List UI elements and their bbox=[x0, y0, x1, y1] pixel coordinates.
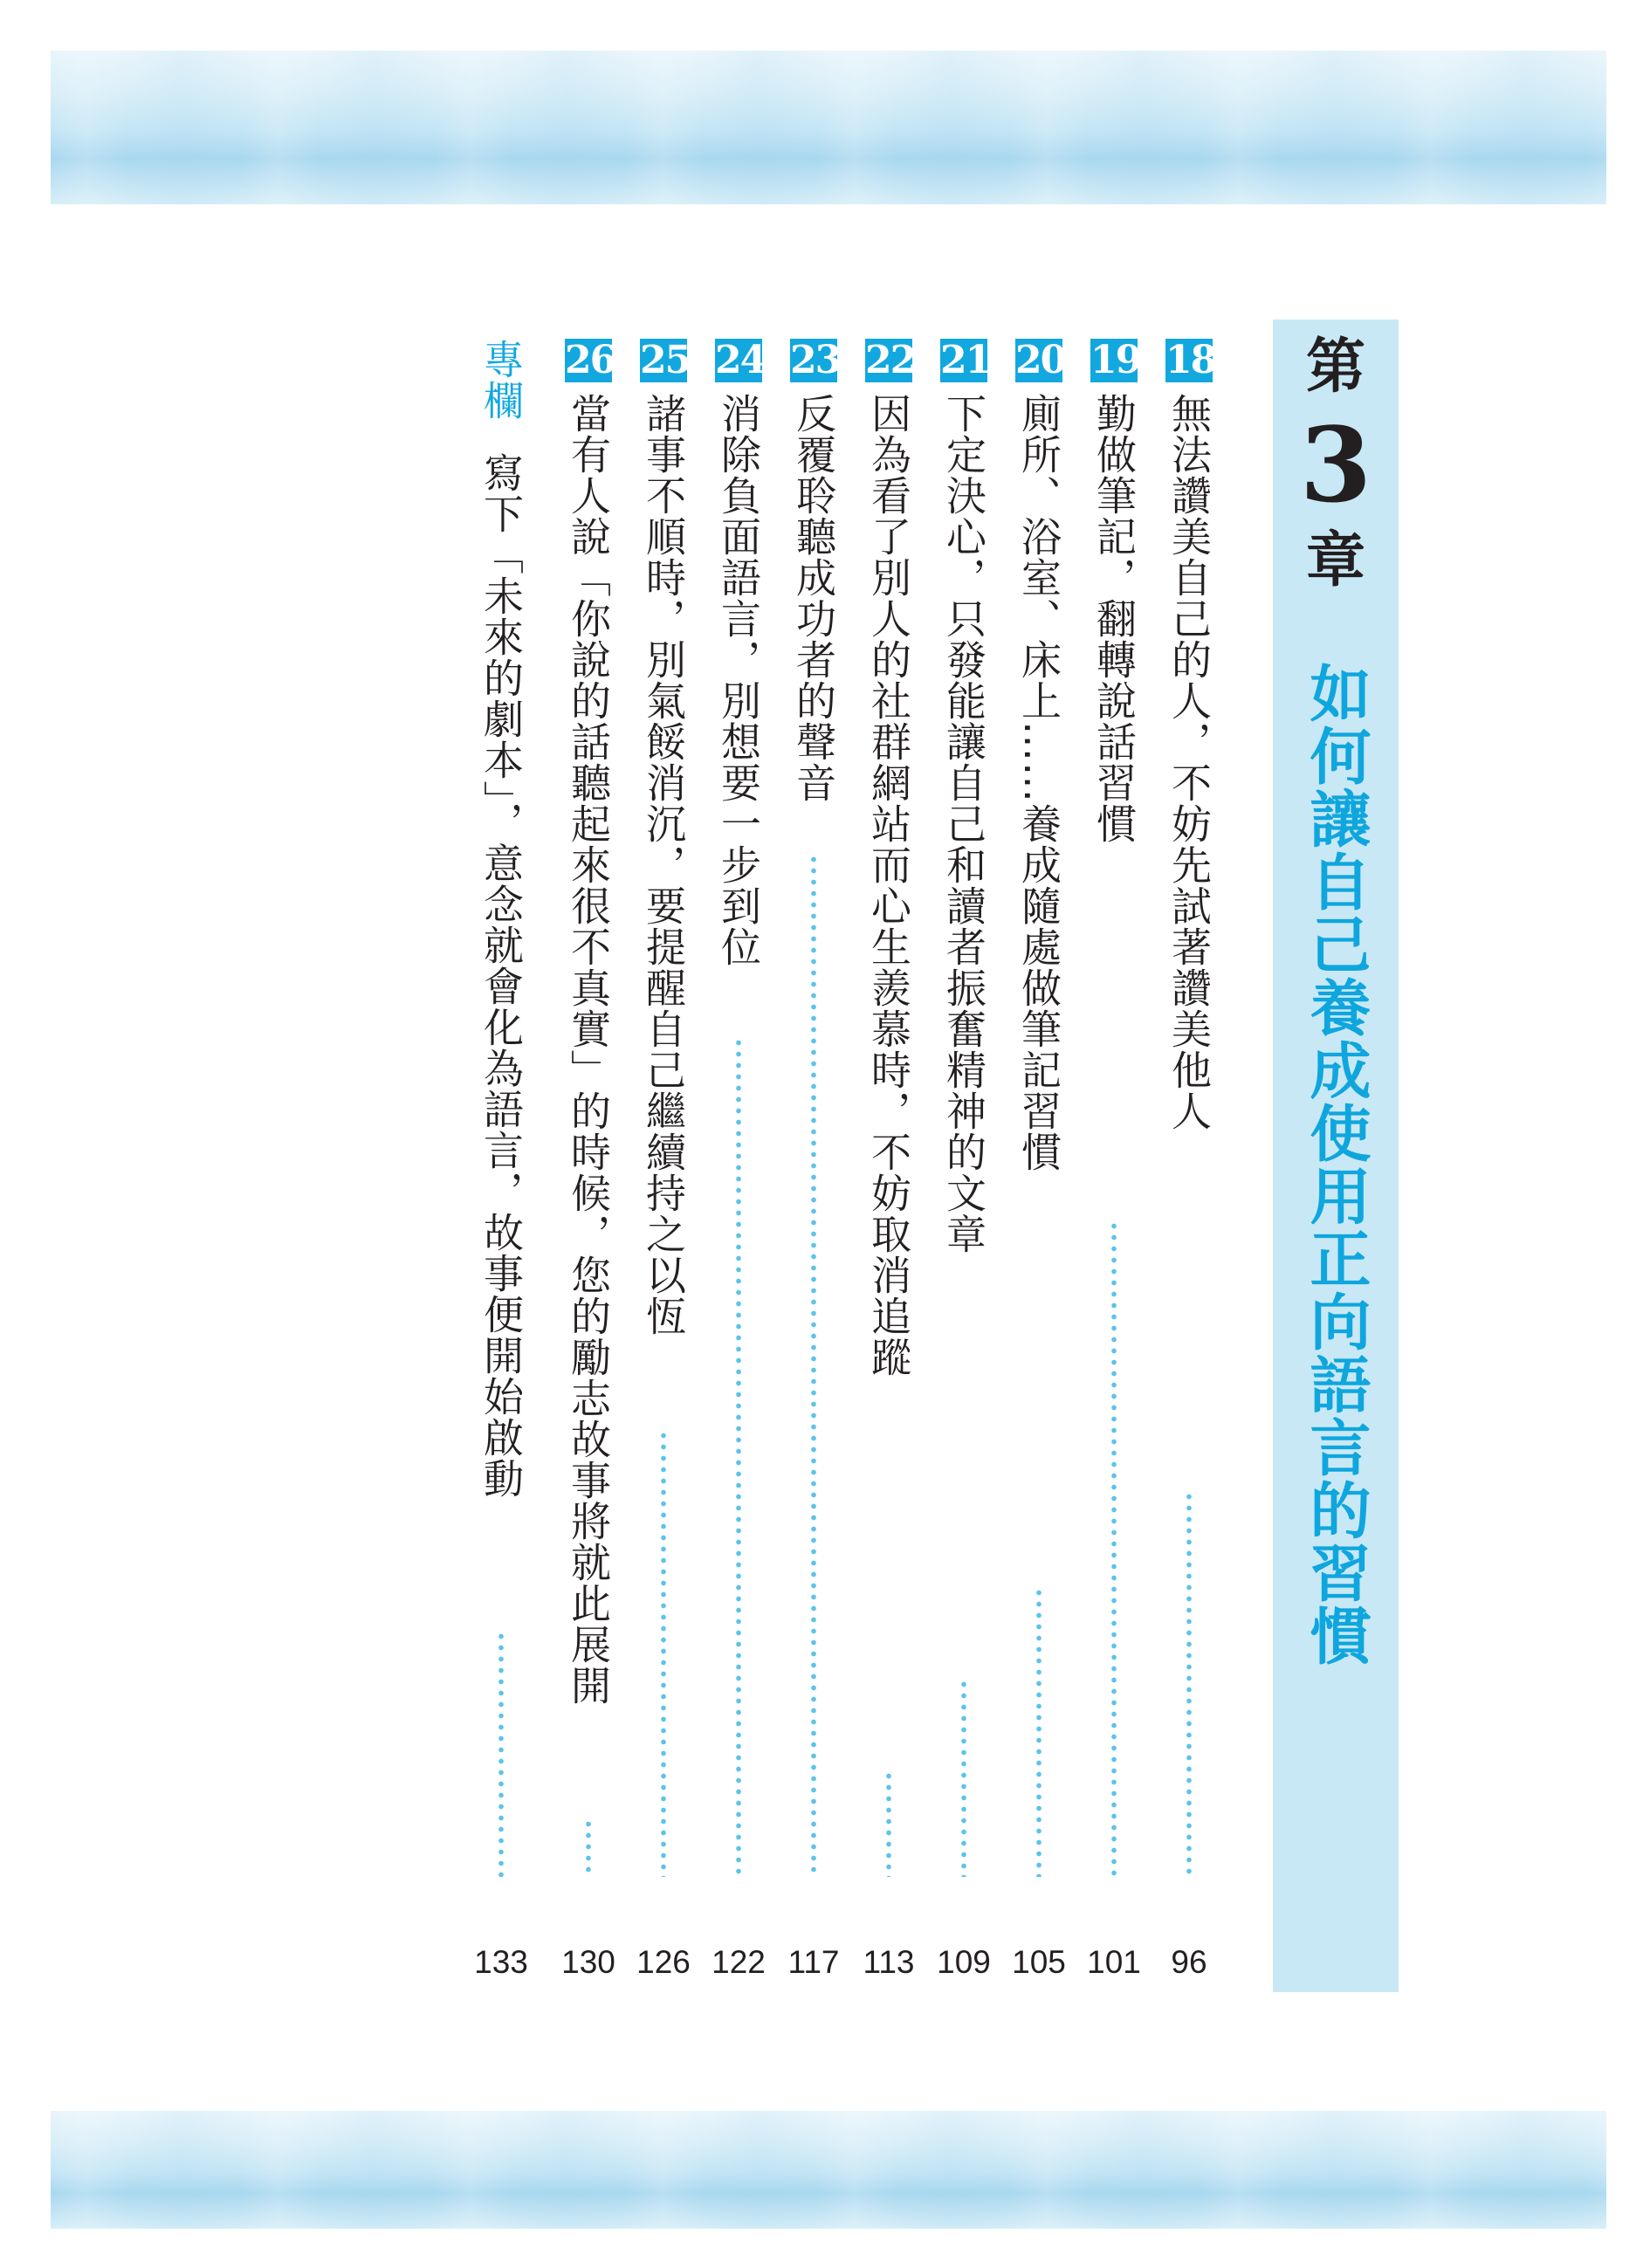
entry-page-number[interactable]: 130 bbox=[561, 1944, 615, 1980]
column-label: 專欄 bbox=[478, 339, 525, 421]
column-page-number[interactable]: 133 bbox=[474, 1944, 528, 1980]
dot-leader bbox=[1036, 1587, 1042, 1877]
top-watercolor-band bbox=[51, 51, 1606, 204]
toc-entry[interactable] bbox=[786, 339, 842, 1989]
entry-page-number[interactable]: 126 bbox=[636, 1944, 691, 1980]
entry-number-badge: 25 bbox=[640, 338, 691, 382]
toc-entry[interactable] bbox=[936, 339, 992, 1989]
chapter-number: 3 bbox=[1299, 404, 1372, 526]
entry-page-number[interactable]: 101 bbox=[1087, 1944, 1141, 1980]
entry-title[interactable]: 反覆聆聽成功者的聲音 bbox=[790, 393, 837, 803]
toc-entry[interactable] bbox=[861, 339, 917, 1989]
toc-entry[interactable] bbox=[1011, 339, 1067, 1989]
entry-number-badge: 19 bbox=[1090, 338, 1141, 382]
chapter-title: 如何讓自己養成使用正向語言的習慣 bbox=[1300, 662, 1372, 1667]
entry-number-badge: 18 bbox=[1165, 338, 1216, 382]
dot-leader bbox=[961, 1679, 966, 1877]
entry-title[interactable]: 下定決心，只發能讓自己和讀者振奮精神的文章 bbox=[940, 393, 987, 1254]
toc-entry[interactable] bbox=[636, 339, 691, 1989]
entry-number-badge: 24 bbox=[715, 338, 766, 382]
entry-title[interactable]: 諸事不順時，別氣餒消沉，要提醒自己繼續持之以恆 bbox=[640, 393, 687, 1337]
dot-leader bbox=[736, 1037, 741, 1877]
toc-entry[interactable] bbox=[711, 339, 767, 1989]
chapter-label-suffix: 章 bbox=[1305, 526, 1365, 595]
dot-leader bbox=[586, 1818, 591, 1877]
entry-number-badge: 26 bbox=[565, 338, 615, 382]
entry-page-number[interactable]: 105 bbox=[1012, 1944, 1066, 1980]
entry-page-number[interactable]: 96 bbox=[1171, 1944, 1207, 1980]
entry-title[interactable]: 因為看了別人的社群網站而心生羨慕時，不妨取消追蹤 bbox=[865, 393, 912, 1378]
toc-entry[interactable] bbox=[1086, 339, 1142, 1989]
dot-leader bbox=[661, 1430, 666, 1877]
entry-page-number[interactable]: 117 bbox=[787, 1944, 840, 1980]
bottom-watercolor-band bbox=[51, 2111, 1606, 2229]
chapter-label-prefix: 第 bbox=[1305, 333, 1365, 402]
entry-number-badge: 22 bbox=[865, 338, 916, 382]
entry-title[interactable]: 無法讚美自己的人，不妨先試著讚美他人 bbox=[1165, 393, 1213, 1131]
entry-page-number[interactable]: 122 bbox=[712, 1944, 766, 1980]
entry-page-number[interactable]: 109 bbox=[937, 1944, 991, 1980]
dot-leader bbox=[1111, 1220, 1117, 1877]
entry-title[interactable]: 當有人說「你說的話聽起來很不真實」的時候，您的勵志故事將就此展開 bbox=[565, 393, 612, 1706]
entry-number-badge: 20 bbox=[1015, 338, 1066, 382]
chapter-label bbox=[1273, 332, 1399, 597]
column-title[interactable]: 寫下「未來的劇本」，意念就會化為語言，故事便開始啟動 bbox=[478, 452, 525, 1499]
entry-number-badge: 21 bbox=[940, 338, 991, 382]
dot-leader bbox=[1186, 1491, 1192, 1877]
dot-leader bbox=[811, 854, 816, 1877]
toc-entry[interactable] bbox=[560, 339, 616, 1989]
chapter-heading-panel bbox=[1273, 320, 1399, 1992]
entry-number-badge: 23 bbox=[790, 338, 841, 382]
dot-leader bbox=[498, 1631, 504, 1877]
dot-leader bbox=[886, 1770, 891, 1877]
entry-title[interactable]: 廁所、浴室、床上……養成隨處做筆記習慣 bbox=[1015, 393, 1062, 1172]
entry-title[interactable]: 消除負面語言，別想要一步到位 bbox=[715, 393, 762, 967]
entry-page-number[interactable]: 113 bbox=[863, 1944, 915, 1980]
entry-title[interactable]: 勤做筆記，翻轉說話習慣 bbox=[1090, 393, 1138, 844]
toc-entry[interactable] bbox=[1161, 339, 1217, 1989]
toc-column-entry[interactable] bbox=[473, 339, 529, 1989]
